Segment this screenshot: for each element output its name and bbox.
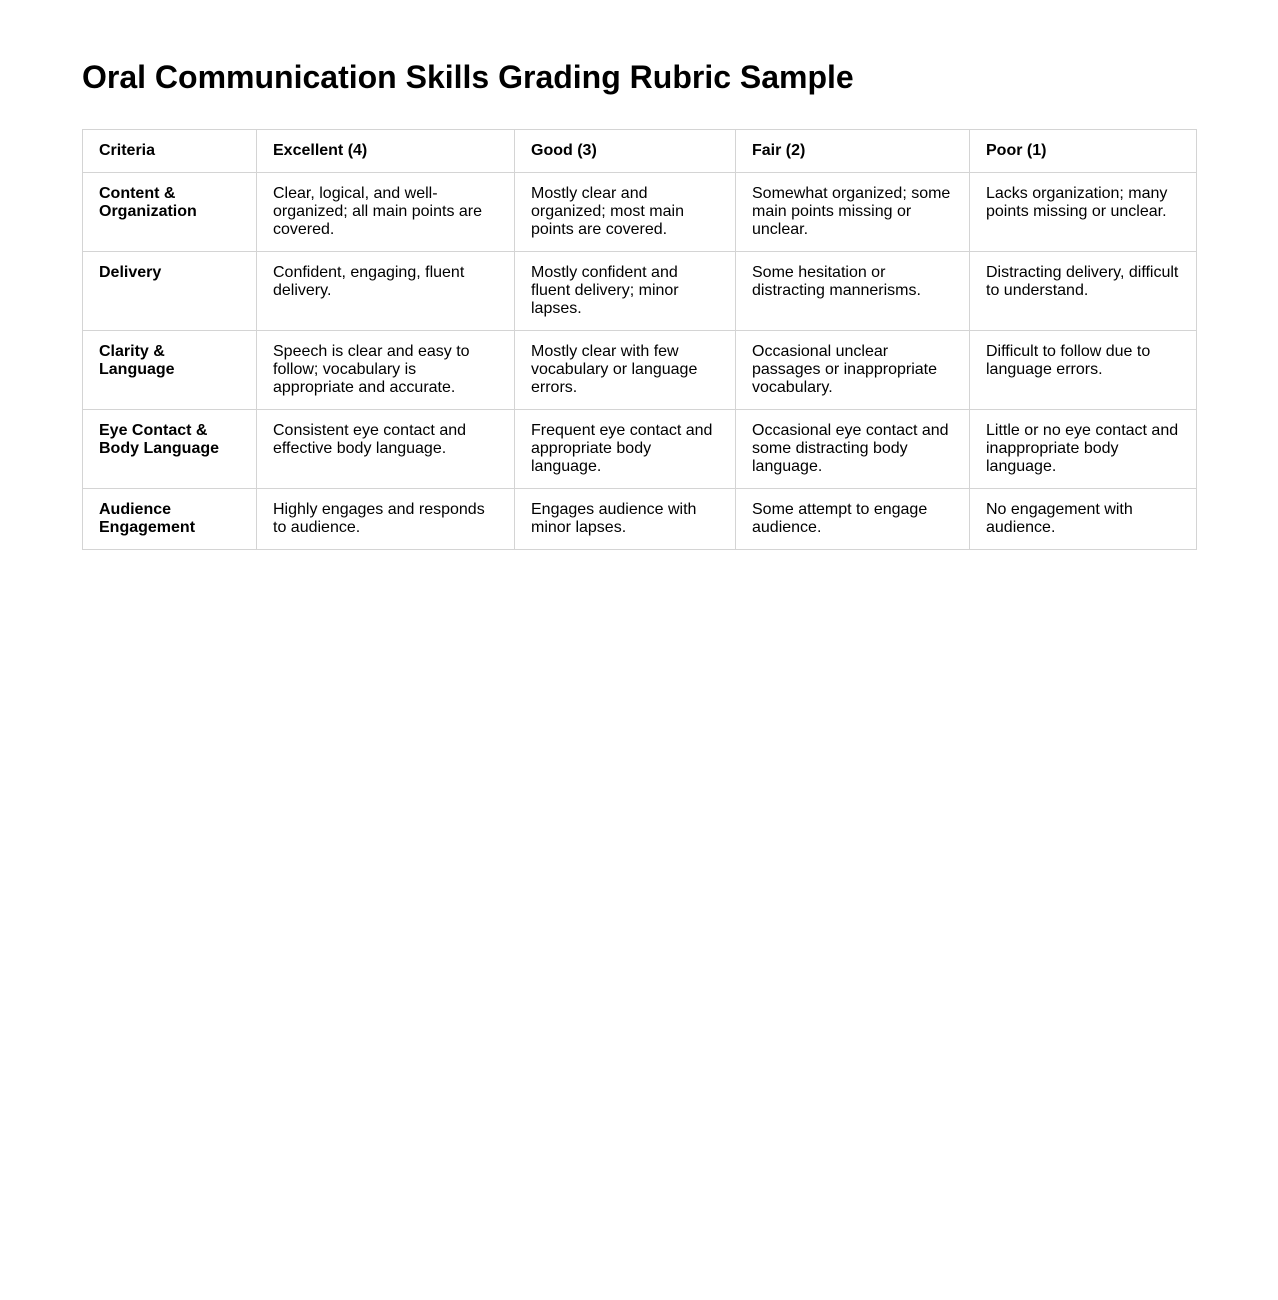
table-row xyxy=(83,489,1197,550)
page xyxy=(0,0,1278,550)
table-row xyxy=(83,410,1197,489)
header-excellent: Excellent (4) xyxy=(257,130,515,173)
rubric-table xyxy=(82,129,1197,550)
excellent-cell: Consistent eye contact and effective body language. xyxy=(257,410,515,489)
excellent-cell: Clear, logical, and well-organized; all main points are covered. xyxy=(257,173,515,252)
criteria-cell: Delivery xyxy=(83,252,257,331)
excellent-cell: Highly engages and responds to audience. xyxy=(257,489,515,550)
page-title: Oral Communication Skills Grading Rubric Sample xyxy=(82,59,854,95)
table-row xyxy=(83,173,1197,252)
criteria-cell: Eye Contact & Body Language xyxy=(83,410,257,489)
good-cell: Mostly clear and organized; most main points are covered. xyxy=(515,173,736,252)
table-header-row xyxy=(83,130,1197,173)
good-cell: Engages audience with minor lapses. xyxy=(515,489,736,550)
poor-cell: Little or no eye contact and inappropriate body language. xyxy=(970,410,1197,489)
fair-cell: Occasional unclear passages or inappropriate vocabulary. xyxy=(736,331,970,410)
excellent-cell: Confident, engaging, fluent delivery. xyxy=(257,252,515,331)
good-cell: Mostly confident and fluent delivery; minor lapses. xyxy=(515,252,736,331)
header-good: Good (3) xyxy=(515,130,736,173)
criteria-cell: Clarity & Language xyxy=(83,331,257,410)
header-criteria: Criteria xyxy=(83,130,257,173)
poor-cell: Difficult to follow due to language errors. xyxy=(970,331,1197,410)
table-row xyxy=(83,252,1197,331)
fair-cell: Some hesitation or distracting mannerisms. xyxy=(736,252,970,331)
fair-cell: Occasional eye contact and some distracting body language. xyxy=(736,410,970,489)
header-fair: Fair (2) xyxy=(736,130,970,173)
good-cell: Mostly clear with few vocabulary or language errors. xyxy=(515,331,736,410)
poor-cell: Distracting delivery, difficult to understand. xyxy=(970,252,1197,331)
header-poor: Poor (1) xyxy=(970,130,1197,173)
criteria-cell: Audience Engagement xyxy=(83,489,257,550)
criteria-cell: Content & Organization xyxy=(83,173,257,252)
poor-cell: Lacks organization; many points missing or unclear. xyxy=(970,173,1197,252)
fair-cell: Somewhat organized; some main points missing or unclear. xyxy=(736,173,970,252)
good-cell: Frequent eye contact and appropriate body language. xyxy=(515,410,736,489)
excellent-cell: Speech is clear and easy to follow; vocabulary is appropriate and accurate. xyxy=(257,331,515,410)
fair-cell: Some attempt to engage audience. xyxy=(736,489,970,550)
poor-cell: No engagement with audience. xyxy=(970,489,1197,550)
table-row xyxy=(83,331,1197,410)
